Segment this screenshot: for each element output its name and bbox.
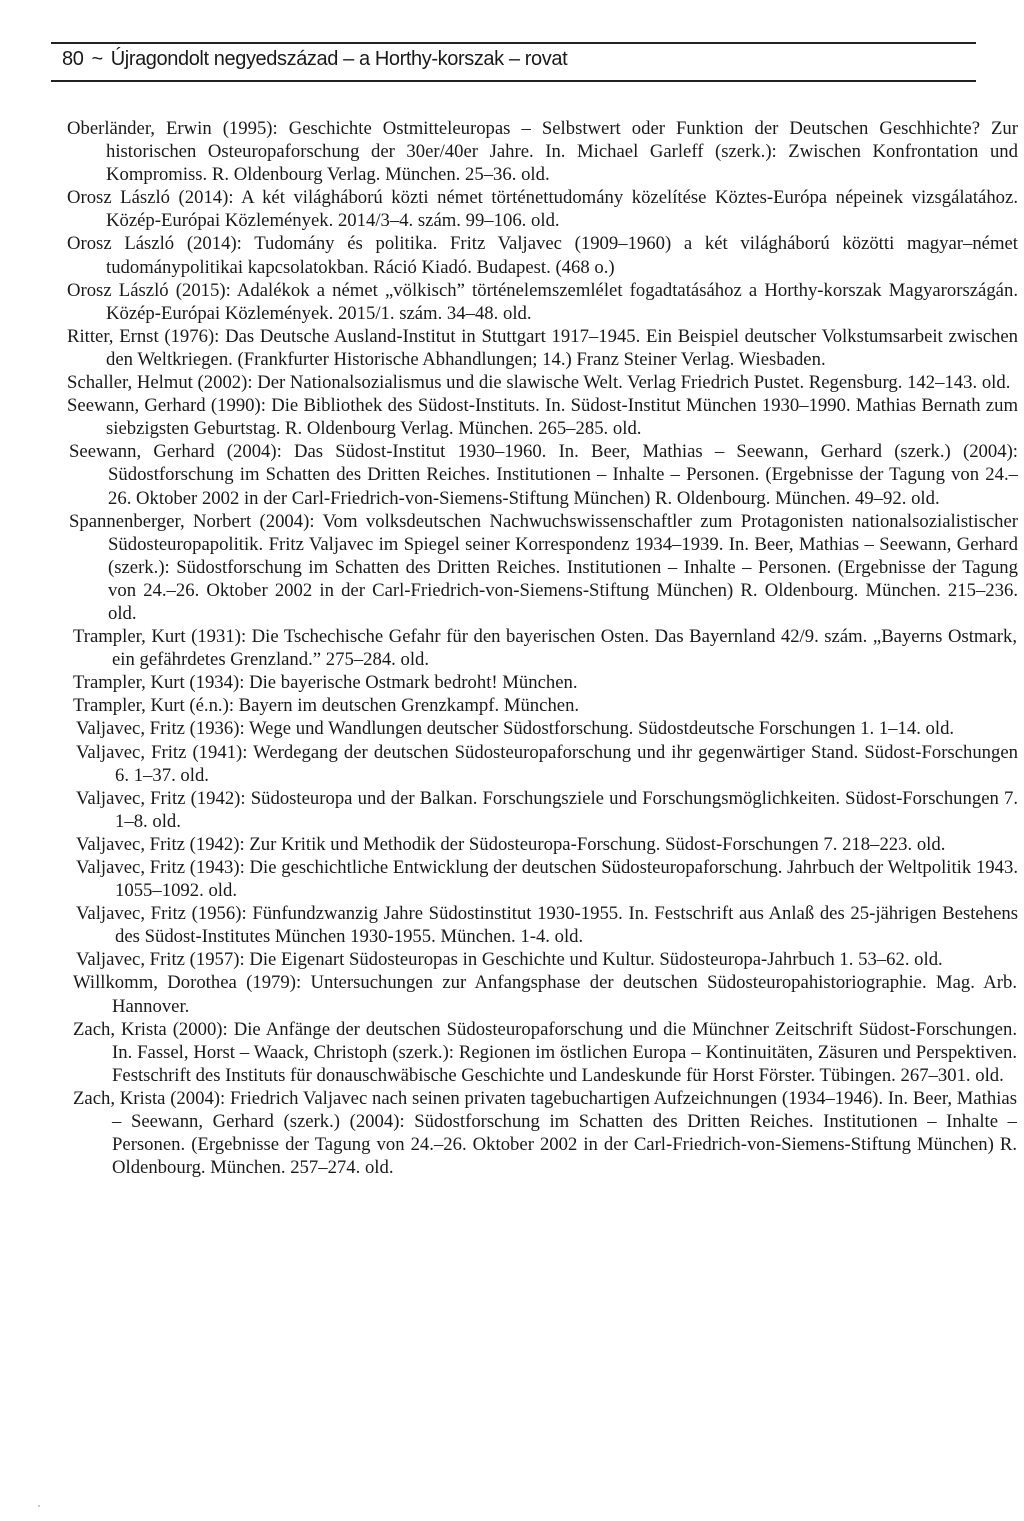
reference-entry: Valjavec, Fritz (1942): Südosteuropa und der Balkan. Forschungsziele und Forschungsmöglichkeiten. Südost-Forschungen 7. 1–8. old.	[76, 787, 1018, 832]
reference-entry: Trampler, Kurt (1934): Die bayerische Ostmark bedroht! München.	[73, 672, 578, 694]
reference-entry: Trampler, Kurt (1931): Die Tschechische Gefahr für den bayerischen Osten. Das Bayernland 42/9. szám. „Bayerns Ostmark, ein gefährdetes Grenzland.” 275–284. old.	[73, 626, 1017, 671]
reference-entry: Seewann, Gerhard (2004): Das Südost-Institut 1930–1960. In. Beer, Mathias – Seewann, Gerhard (szerk.) (2004): Südostforschung im Schatten des Dritten Reiches. Institutionen – Inhalte – Personen. (Ergebnisse der Tagung von 24.–26. Oktober 2002 in der Carl-Friedrich-von-Siemens-Stiftung München) R. Oldenbourg. München. 49–92. old.	[69, 441, 1018, 509]
reference-entry: Seewann, Gerhard (1990): Die Bibliothek des Südost-Instituts. In. Südost-Institut München 1930–1990. Mathias Bernath zum siebzigsten Geburtstag. R. Oldenbourg Verlag. München. 265–285. old.	[67, 395, 1018, 440]
journal-section-title: Újragondolt negyedszázad – a Horthy-korszak – rovat	[110, 48, 568, 70]
reference-entry: Orosz László (2014): A két világháború közti német történettudomány közelítése Köztes-Európa népeinek vizsgálatához. Közép-Európai Közlemények. 2014/3–4. szám. 99–106. old.	[67, 187, 1018, 232]
reference-entry: Valjavec, Fritz (1943): Die geschichtliche Entwicklung der deutschen Südosteuropaforschung. Jahrbuch der Weltpolitik 1943. 1055–1092. old.	[76, 857, 1018, 902]
bibliography-list	[67, 117, 1018, 1179]
reference-entry: Valjavec, Fritz (1942): Zur Kritik und Methodik der Südosteuropa-Forschung. Südost-Forschungen 7. 218–223. old.	[76, 833, 946, 855]
reference-entry: Valjavec, Fritz (1936): Wege und Wandlungen deutscher Südostforschung. Südostdeutsche Forschungen 1. 1–14. old.	[76, 718, 955, 740]
reference-entry: Spannenberger, Norbert (2004): Vom volksdeutschen Nachwuchswissenschaftler zum Protagonisten nationalsozialistischer Südosteuropapolitik. Fritz Valjavec im Spiegel seiner Korrespondenz 1934–1939. In. Beer, Mathias – Seewann, Gerhard (szerk.): Südostforschung im Schatten des Dritten Reiches. Institutionen – Inhalte – Personen. (Ergebnisse der Tagung von 24.–26. Oktober 2002 in der Carl-Friedrich-von-Siemens-Stiftung München) R. Oldenbourg. München. 215–236. old.	[69, 510, 1018, 624]
reference-entry: Orosz László (2014): Tudomány és politika. Fritz Valjavec (1909–1960) a két világháború közötti magyar–német tudománypolitikai kapcsolatokban. Ráció Kiadó. Budapest. (468 o.)	[67, 233, 1018, 278]
reference-entry: Ritter, Ernst (1976): Das Deutsche Ausland-Institut in Stuttgart 1917–1945. Ein Beispiel deutscher Volkstumsarbeit zwischen den Weltkriegen. (Frankfurter Historische Abhandlungen; 14.) Franz Steiner Verlag. Wiesbaden.	[67, 325, 1018, 370]
reference-entry: Valjavec, Fritz (1941): Werdegang der deutschen Südosteuropaforschung und ihr gegenwärtiger Stand. Südost-Forschungen 6. 1–37. old.	[76, 741, 1018, 786]
reference-entry: Willkomm, Dorothea (1979): Untersuchungen zur Anfangsphase der deutschen Südosteuropahistoriographie. Mag. Arb. Hannover.	[73, 972, 1017, 1017]
reference-entry: Valjavec, Fritz (1957): Die Eigenart Südosteuropas in Geschichte und Kultur. Südosteuropa-Jahrbuch 1. 53–62. old.	[76, 949, 943, 971]
reference-entry: Zach, Krista (2004): Friedrich Valjavec nach seinen privaten tagebuchartigen Aufzeichnungen (1934–1946). In. Beer, Mathias – Seewann, Gerhard (szerk.) (2004): Südostforschung im Schatten des Dritten Reiches. Institutionen – Inhalte – Personen. (Ergebnisse der Tagung von 24.–26. Oktober 2002 in der Carl-Friedrich-von-Siemens-Stiftung München) R. Oldenbourg. München. 257–274. old.	[73, 1087, 1017, 1179]
header-bottom-rule	[51, 80, 976, 82]
running-head	[62, 48, 567, 71]
header-top-rule	[51, 42, 976, 44]
scan-speck	[38, 1505, 40, 1507]
reference-entry: Schaller, Helmut (2002): Der Nationalsozialismus und die slawische Welt. Verlag Friedrich Pustet. Regensburg. 142–143. old.	[67, 372, 1011, 394]
reference-entry: Zach, Krista (2000): Die Anfänge der deutschen Südosteuropaforschung und die Münchner Zeitschrift Südost-Forschungen. In. Fassel, Horst – Waack, Christoph (szerk.): Regionen im östlichen Europa – Kontinuitäten, Zäsuren und Perspektiven. Festschrift des Instituts für donauschwäbische Geschichte und Landeskunde für Horst Förster. Tübingen. 267–301. old.	[73, 1018, 1017, 1086]
page-number: 80	[62, 48, 84, 70]
reference-entry: Oberländer, Erwin (1995): Geschichte Ostmitteleuropas – Selbstwert oder Funktion der Deutschen Geschhichte? Zur historischen Osteuropaforschung der 30er/40er Jahre. In. Michael Garleff (szerk.): Zwischen Konfrontation und Kompromiss. R. Oldenbourg Verlag. München. 25–36. old.	[67, 118, 1018, 186]
header-separator: ~	[91, 48, 103, 70]
reference-entry: Valjavec, Fritz (1956): Fünfundzwanzig Jahre Südostinstitut 1930-1955. In. Festschrift aus Anlaß des 25-jährigen Bestehens des Südost-Institutes München 1930-1955. München. 1-4. old.	[76, 903, 1018, 948]
reference-entry: Orosz László (2015): Adalékok a német „völkisch” történelemszemlélet fogadtatásához a Horthy-korszak Magyarországán. Közép-Európai Közlemények. 2015/1. szám. 34–48. old.	[67, 279, 1018, 324]
reference-entry: Trampler, Kurt (é.n.): Bayern im deutschen Grenzkampf. München.	[73, 695, 580, 717]
